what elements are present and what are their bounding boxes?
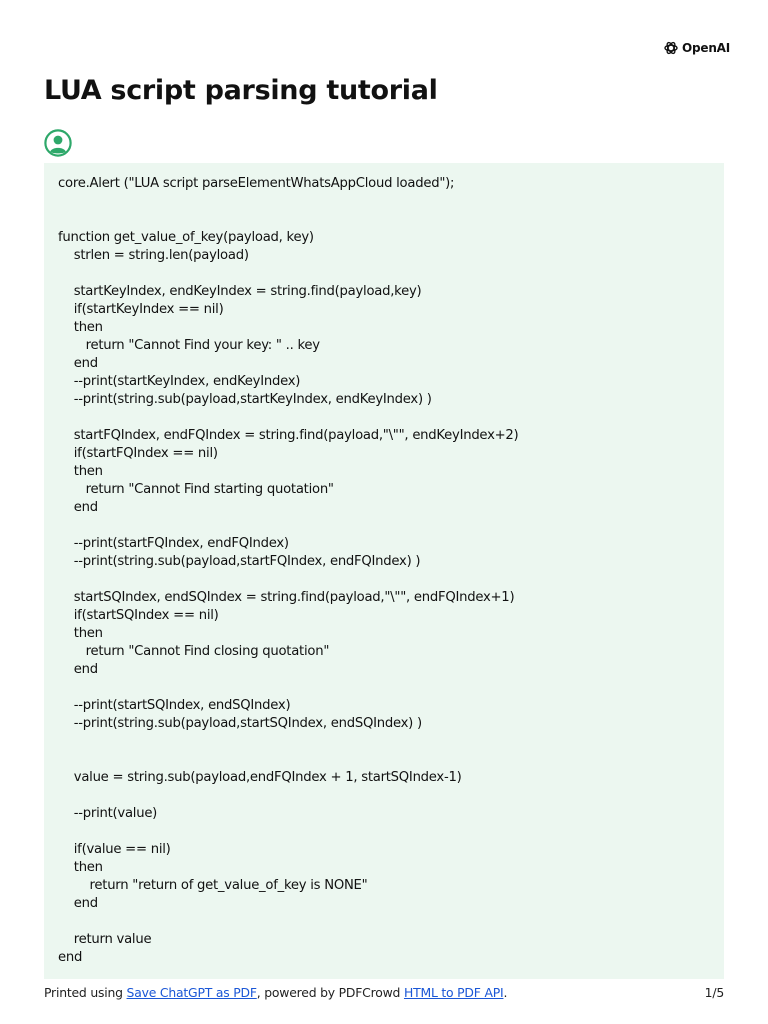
brand-name: OpenAI	[682, 41, 731, 55]
page-footer	[44, 985, 724, 1000]
footer-suffix: .	[503, 985, 508, 1000]
page-number: 1/5	[704, 985, 724, 1000]
user-message	[44, 163, 724, 979]
openai-icon	[663, 40, 679, 56]
footer-prefix: Printed using	[44, 985, 127, 1000]
save-chatgpt-as-pdf-link[interactable]: Save ChatGPT as PDF	[126, 985, 257, 1000]
lua-code-block: core.Alert ("LUA script parseElementWhatsAppCloud loaded"); function get_value_of_key(payload, key) strlen = string.len(payload) startKeyIndex, endKeyIndex = string.find(payload,key) if(startKeyIndex == nil) then return "Cannot Find your key: " .. key end --print(startKeyIndex, endKeyIndex) --print(string.sub(payload,startKeyIndex, endKeyIndex) ) startFQIndex, endFQIndex = string.find(payload,"\"", endKeyIndex+2) if(startFQIndex == nil) then return "Cannot Find starting quotation" end --print(startFQIndex, endFQIndex) --print(string.sub(payload,startFQIndex, endFQIndex) ) startSQIndex, endSQIndex = string.find(payload,"\"", endFQIndex+1) if(startSQIndex == nil) then return "Cannot Find closing quotation" end --print(startSQIndex, endSQIndex) --print(string.sub(payload,startSQIndex, endSQIndex) ) value = string.sub(payload,endFQIndex + 1, startSQIndex-1) --print(value) if(value == nil) then return "return of get_value_of_key is NONE" end return value end	[58, 176, 519, 965]
page-title: LUA script parsing tutorial	[44, 75, 438, 106]
openai-logo	[663, 40, 730, 56]
footer-middle: , powered by PDFCrowd	[256, 985, 404, 1000]
user-avatar-icon	[44, 129, 72, 157]
html-to-pdf-api-link[interactable]: HTML to PDF API	[403, 985, 504, 1000]
